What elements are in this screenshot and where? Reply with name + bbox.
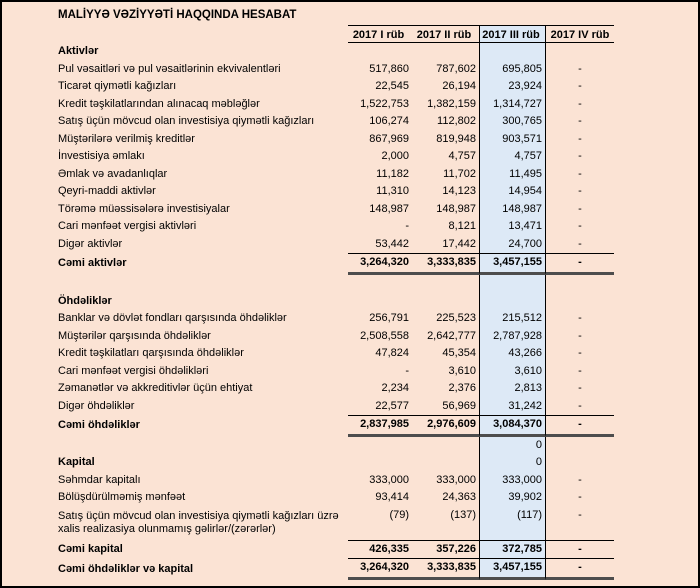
row-label: Cəmi öhdəliklər xyxy=(58,419,140,431)
table-row xyxy=(58,148,698,166)
table-row xyxy=(58,328,698,346)
cell-row0-col0 xyxy=(348,43,412,61)
cell-row6-col1: 4,757 xyxy=(448,150,476,162)
cell-row26-col0: (79) xyxy=(389,508,409,521)
cell-row6-col0: 2,000 xyxy=(381,150,409,162)
cell-row15-col2-highlighted: 215,512 xyxy=(479,310,546,328)
column-header-row xyxy=(58,25,698,43)
cell-row21-col0: 2,837,985 xyxy=(348,415,412,437)
cell-row22-col3 xyxy=(546,437,614,455)
row-label: Cəmi aktivlər xyxy=(58,257,127,269)
cell-row1-col0: 517,860 xyxy=(369,62,409,75)
table-row xyxy=(58,415,698,437)
table-row xyxy=(58,380,698,398)
cell-row22-col1 xyxy=(412,437,479,455)
cell-row5-col0: 867,969 xyxy=(369,132,409,145)
cell-row24-col2-highlighted: 333,000 xyxy=(479,472,546,490)
cell-row24-col0: 333,000 xyxy=(369,473,409,486)
row-label: Əmlak və avadanlıqlar xyxy=(58,167,168,180)
cell-row7-col0: 11,182 xyxy=(376,167,409,180)
section-header-row xyxy=(58,454,698,472)
cell-row13-col3 xyxy=(546,275,614,293)
column-header-q1: 2017 I rüb xyxy=(348,25,412,43)
cell-row9-col0: 148,987 xyxy=(369,202,409,215)
cell-row3-col3: - xyxy=(578,97,582,110)
cell-row8-col1: 14,123 xyxy=(442,185,476,197)
cell-row13-col1 xyxy=(412,275,479,293)
table-row xyxy=(58,78,698,96)
cell-row28-col1: 3,333,835 xyxy=(412,559,479,580)
cell-row26-col3: - xyxy=(578,508,582,521)
column-header-q2: 2017 II rüb xyxy=(412,25,479,43)
cell-row16-col2-highlighted: 2,787,928 xyxy=(479,328,546,346)
table-row xyxy=(58,201,698,219)
cell-row18-col0: - xyxy=(405,364,409,377)
cell-row8-col3: - xyxy=(578,185,582,197)
cell-row13-col0 xyxy=(348,275,412,293)
cell-row2-col1: 26,194 xyxy=(442,80,476,92)
cell-row16-col3: - xyxy=(578,329,582,342)
cell-row27-col3: - xyxy=(546,540,614,560)
table-row xyxy=(58,472,698,490)
row-label: Cari mənfəət vergisi aktivləri xyxy=(58,220,197,232)
cell-row20-col0: 22,577 xyxy=(375,399,409,412)
row-label: Səhmdar kapitalı xyxy=(58,473,141,486)
table-row xyxy=(58,363,698,381)
cell-row18-col3: - xyxy=(578,364,582,377)
cell-row6-col3: - xyxy=(578,150,582,162)
cell-row0-col3 xyxy=(546,43,614,61)
cell-row24-col1: 333,000 xyxy=(436,473,476,486)
row-label: Kredit təşkilatları qarşısında öhdəliklər xyxy=(58,347,244,359)
table-row xyxy=(58,559,698,580)
table-row xyxy=(58,61,698,79)
report-title: MALİYYƏ VƏZİYYƏTİ HAQQINDA HESABAT xyxy=(58,9,297,21)
row-label: Müştərilər qarşısında öhdəliklər xyxy=(58,329,211,342)
cell-row21-col1: 2,976,609 xyxy=(412,415,479,437)
cell-row12-col3: - xyxy=(546,253,614,275)
row-label: Törəmə müəssisələrə investisiyalar xyxy=(58,202,230,215)
cell-row12-col0: 3,264,320 xyxy=(348,253,412,275)
row-label: Pul vəsaitləri və pul vəsaitlərinin ekvivalentləri xyxy=(58,62,281,75)
row-label: Cari mənfəət vergisi öhdəlikləri xyxy=(58,364,209,377)
row-label: İnvestisiya əmlakı xyxy=(58,150,145,162)
cell-row25-col2-highlighted: 39,902 xyxy=(479,489,546,507)
cell-row19-col2-highlighted: 2,813 xyxy=(479,380,546,398)
cell-row12-col2-highlighted: 3,457,155 xyxy=(479,253,546,275)
table-row xyxy=(58,253,698,275)
row-label: Zəmanətlər və akkreditivlər üçün ehtiyat xyxy=(58,382,253,394)
section-header-row xyxy=(58,43,698,61)
cell-row3-col0: 1,522,753 xyxy=(360,97,409,110)
cell-row10-col3: - xyxy=(578,220,582,232)
row-label: Satış üçün mövcud olan investisiya qiymətli kağızları üzrə xalis realizasiya olunmamış gəlirlər/(zərərlər) xyxy=(58,509,339,535)
column-header-q3-highlighted: 2017 III rüb xyxy=(479,25,546,43)
table-row xyxy=(58,507,698,540)
cell-row6-col2-highlighted: 4,757 xyxy=(479,148,546,166)
cell-row21-col3: - xyxy=(546,415,614,437)
table-row xyxy=(58,345,698,363)
cell-row17-col2-highlighted: 43,266 xyxy=(479,345,546,363)
spacer-row xyxy=(58,275,698,293)
cell-row22-col0 xyxy=(348,437,412,455)
cell-row3-col2-highlighted: 1,314,727 xyxy=(479,96,546,114)
cell-row10-col1: 8,121 xyxy=(448,220,476,232)
cell-row12-col1: 3,333,835 xyxy=(412,253,479,275)
cell-row20-col3: - xyxy=(578,399,582,412)
row-label: Qeyri-maddi aktivlər xyxy=(58,185,156,197)
cell-row19-col3: - xyxy=(578,382,582,394)
cell-row2-col2-highlighted: 23,924 xyxy=(479,78,546,96)
cell-row5-col3: - xyxy=(578,132,582,145)
cell-row28-col2-highlighted: 3,457,155 xyxy=(479,559,546,580)
cell-row15-col0: 256,791 xyxy=(369,312,409,324)
table-row xyxy=(58,236,698,254)
cell-row21-col2-highlighted: 3,084,370 xyxy=(479,415,546,437)
cell-row10-col2-highlighted: 13,471 xyxy=(479,218,546,236)
table-row xyxy=(58,310,698,328)
cell-row15-col3: - xyxy=(578,312,582,324)
row-label: Cəmi kapital xyxy=(58,542,123,555)
cell-row5-col2-highlighted: 903,571 xyxy=(479,131,546,149)
cell-row11-col1: 17,442 xyxy=(442,237,476,250)
cell-row0-col1 xyxy=(412,43,479,61)
row-label: Müştərilərə verilmiş kreditlər xyxy=(58,132,195,145)
section-label: Kapital xyxy=(58,456,95,468)
table-row xyxy=(58,218,698,236)
table-row xyxy=(58,166,698,184)
cell-row8-col0: 11,310 xyxy=(376,185,409,197)
cell-row28-col3: - xyxy=(546,559,614,580)
cell-row28-col0: 3,264,320 xyxy=(348,559,412,580)
table-row xyxy=(58,437,698,455)
cell-row2-col0: 22,545 xyxy=(375,80,409,92)
table-row xyxy=(58,113,698,131)
row-label: Digər öhdəliklər xyxy=(58,399,135,412)
cell-row23-col2-highlighted: 0 xyxy=(479,454,546,472)
section-label: Aktivlər xyxy=(58,45,99,57)
cell-row18-col2-highlighted: 3,610 xyxy=(479,363,546,381)
cell-row16-col1: 2,642,777 xyxy=(427,329,476,342)
table-row xyxy=(58,96,698,114)
cell-row7-col1: 11,702 xyxy=(443,167,476,180)
cell-row23-col1 xyxy=(412,454,479,472)
table-row xyxy=(58,489,698,507)
column-header-q4: 2017 IV rüb xyxy=(546,25,614,43)
row-label: Cəmi öhdəliklər və kapital xyxy=(58,562,194,575)
cell-row23-col0 xyxy=(348,454,412,472)
row-label: Bölüşdürülməmiş mənfəət xyxy=(58,491,186,503)
section-header-row xyxy=(58,293,698,311)
cell-row14-col1 xyxy=(412,293,479,311)
cell-row16-col0: 2,508,558 xyxy=(360,329,409,342)
cell-row27-col2-highlighted: 372,785 xyxy=(479,540,546,560)
cell-row5-col1: 819,948 xyxy=(436,132,476,145)
cell-row11-col2-highlighted: 24,700 xyxy=(479,236,546,254)
cell-row25-col3: - xyxy=(578,491,582,503)
cell-row11-col3: - xyxy=(578,237,582,250)
cell-row13-col2-highlighted xyxy=(479,275,546,293)
cell-row20-col2-highlighted: 31,242 xyxy=(479,398,546,416)
cell-row0-col2-highlighted xyxy=(479,43,546,61)
cell-row25-col0: 93,414 xyxy=(375,491,409,503)
row-label: Satış üçün mövcud olan investisiya qiymətli kağızları xyxy=(58,115,315,127)
row-label: Digər aktivlər xyxy=(58,237,123,250)
cell-row17-col0: 47,824 xyxy=(375,347,409,359)
statement-table-body xyxy=(58,43,698,580)
cell-row25-col1: 24,363 xyxy=(442,491,476,503)
cell-row2-col3: - xyxy=(578,80,582,92)
row-label: Kredit təşkilatlarından alınacaq məbləğlər xyxy=(58,97,260,110)
table-row xyxy=(58,398,698,416)
cell-row7-col3: - xyxy=(578,167,582,180)
cell-row26-col1: (137) xyxy=(450,508,476,521)
cell-row17-col3: - xyxy=(578,347,582,359)
cell-row14-col0 xyxy=(348,293,412,311)
cell-row23-col3 xyxy=(546,454,614,472)
cell-row17-col1: 45,354 xyxy=(442,347,476,359)
table-row xyxy=(58,131,698,149)
table-row xyxy=(58,540,698,560)
cell-row8-col2-highlighted: 14,954 xyxy=(479,183,546,201)
cell-row20-col1: 56,969 xyxy=(442,399,476,412)
cell-row9-col3: - xyxy=(578,202,582,215)
cell-row4-col0: 106,274 xyxy=(369,115,409,127)
cell-row1-col1: 787,602 xyxy=(436,62,476,75)
cell-row7-col2-highlighted: 11,495 xyxy=(479,166,546,184)
cell-row1-col3: - xyxy=(578,62,582,75)
cell-row24-col3: - xyxy=(578,473,582,486)
row-label: Ticarət qiymətli kağızları xyxy=(58,80,177,92)
table-row xyxy=(58,183,698,201)
cell-row27-col0: 426,335 xyxy=(348,540,412,560)
cell-row19-col1: 2,376 xyxy=(448,382,476,394)
cell-row1-col2-highlighted: 695,805 xyxy=(479,61,546,79)
cell-row26-col2-highlighted: (117) xyxy=(479,507,546,540)
cell-row19-col0: 2,234 xyxy=(381,382,409,394)
cell-row9-col1: 148,987 xyxy=(436,202,476,215)
cell-row27-col1: 357,226 xyxy=(412,540,479,560)
row-label: Banklar və dövlət fondları qarşısında öhdəliklər xyxy=(58,312,287,324)
cell-row3-col1: 1,382,159 xyxy=(427,97,476,110)
cell-row4-col1: 112,802 xyxy=(437,115,476,127)
cell-row4-col3: - xyxy=(578,115,582,127)
cell-row9-col2-highlighted: 148,987 xyxy=(479,201,546,219)
cell-row22-col2-highlighted: 0 xyxy=(479,437,546,455)
cell-row4-col2-highlighted: 300,765 xyxy=(479,113,546,131)
cell-row18-col1: 3,610 xyxy=(448,364,476,377)
section-label: Öhdəliklər xyxy=(58,294,112,307)
cell-row15-col1: 225,523 xyxy=(436,312,476,324)
cell-row10-col0: - xyxy=(405,220,409,232)
cell-row14-col2-highlighted xyxy=(479,293,546,311)
cell-row11-col0: 53,442 xyxy=(375,237,409,250)
cell-row14-col3 xyxy=(546,293,614,311)
